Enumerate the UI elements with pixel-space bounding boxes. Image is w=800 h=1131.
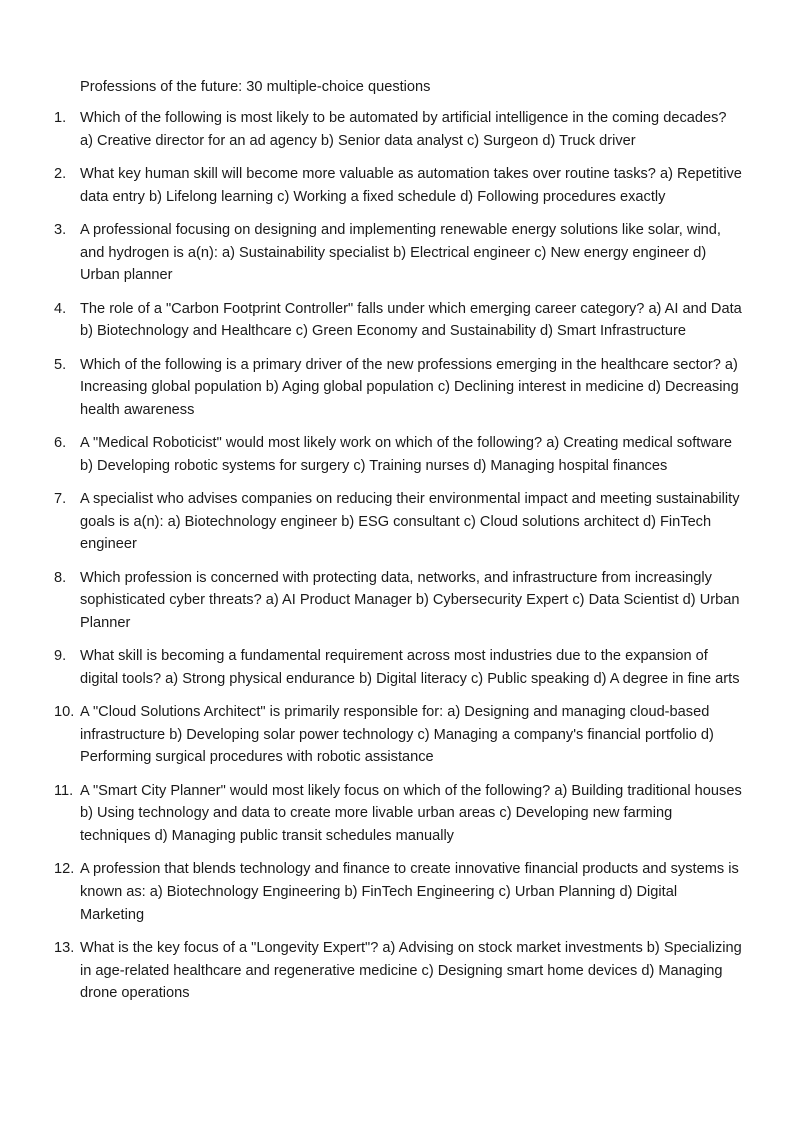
question-item	[0, 645, 742, 690]
question-text: What skill is becoming a fundamental requirement across most industries due to the expansion of digital tools? a) Strong physical endurance b) Digital literacy c) Public speaking d) A degree in fine arts	[80, 648, 740, 687]
question-text: Which of the following is a primary driver of the new professions emerging in the healthcare sector? a) Increasing global population b) Aging global population c) Declining interest in medicine d) Decreasing health awareness	[80, 356, 739, 418]
question-number: 12.	[54, 861, 75, 878]
question-number: 13.	[54, 939, 75, 956]
question-number: 1.	[54, 110, 67, 126]
question-number: 9.	[54, 648, 67, 665]
question-item	[0, 163, 742, 208]
question-item	[0, 567, 742, 635]
question-text: A "Cloud Solutions Architect" is primarily responsible for: a) Designing and managing cloud-based infrastructure b) Developing solar power technology c) Managing a company's financial portfolio d) Performing surgical procedures with robotic assistance	[80, 704, 714, 766]
question-number: 5.	[54, 356, 67, 373]
question-number: 4.	[54, 300, 67, 317]
question-number: 8.	[54, 569, 67, 586]
question-number: 6.	[54, 435, 67, 452]
question-text: A "Smart City Planner" would most likely focus on which of the following? a) Building traditional houses b) Using technology and data to create more livable urban areas c) Developing new farming techniques d) Managing public transit schedules manually	[80, 782, 742, 844]
page-title: Professions of the future: 30 multiple-choice questions	[80, 79, 431, 95]
question-text: What key human skill will become more valuable as automation takes over routine tasks? a) Repetitive data entry b) Lifelong learning c) Working a fixed schedule d) Following procedures exactly	[80, 165, 742, 205]
question-item	[0, 780, 742, 848]
question-text: Which profession is concerned with protecting data, networks, and infrastructure from increasingly sophisticated cyber threats? a) AI Product Manager b) Cybersecurity Expert c) Data Scientist d) Urban Planner	[80, 569, 740, 631]
question-text: A profession that blends technology and finance to create innovative financial products and systems is known as: a) Biotechnology Engineering b) FinTech Engineering c) Urban Planning d) Digital Marketing	[80, 861, 739, 923]
question-text: A professional focusing on designing and implementing renewable energy solutions like solar, wind, and hydrogen is a(n): a) Sustainability specialist b) Electrical engineer c) New energy engineer d) Urban planner	[80, 221, 721, 284]
question-number: 2.	[54, 165, 67, 182]
question-item	[0, 107, 742, 152]
question-item	[0, 701, 742, 769]
question-text: Which of the following is most likely to be automated by artificial intelligence in the coming decades? a) Creative director for an ad agency b) Senior data analyst c) Surgeon d) Truck driver	[80, 110, 727, 149]
question-text: A specialist who advises companies on reducing their environmental impact and meeting sustainability goals is a(n): a) Biotechnology engineer b) ESG consultant c) Cloud solutions architect d) FinTech engineer	[80, 491, 740, 553]
question-number: 3.	[54, 221, 67, 238]
question-number: 10.	[54, 704, 75, 721]
question-item	[0, 937, 742, 1005]
question-text: The role of a "Carbon Footprint Controller" falls under which emerging career category? a) AI and Data b) Biotechnology and Healthcare c) Green Economy and Sustainability d) Smart Infrastructure	[80, 300, 742, 340]
question-item	[0, 432, 742, 477]
question-item	[0, 298, 742, 343]
question-item	[0, 858, 742, 926]
question-item	[0, 488, 742, 556]
question-number: 11.	[54, 782, 74, 799]
question-item	[0, 219, 742, 287]
question-text: What is the key focus of a "Longevity Expert"? a) Advising on stock market investments b) Specializing in age-related healthcare and regenerative medicine c) Designing smart home devices d) Managing drone operations	[80, 939, 742, 1002]
question-number: 7.	[54, 491, 67, 508]
question-item	[0, 354, 742, 422]
question-text: A "Medical Roboticist" would most likely work on which of the following? a) Creating medical software b) Developing robotic systems for surgery c) Training nurses d) Managing hospital finances	[80, 435, 732, 474]
question-list	[0, 107, 800, 1016]
